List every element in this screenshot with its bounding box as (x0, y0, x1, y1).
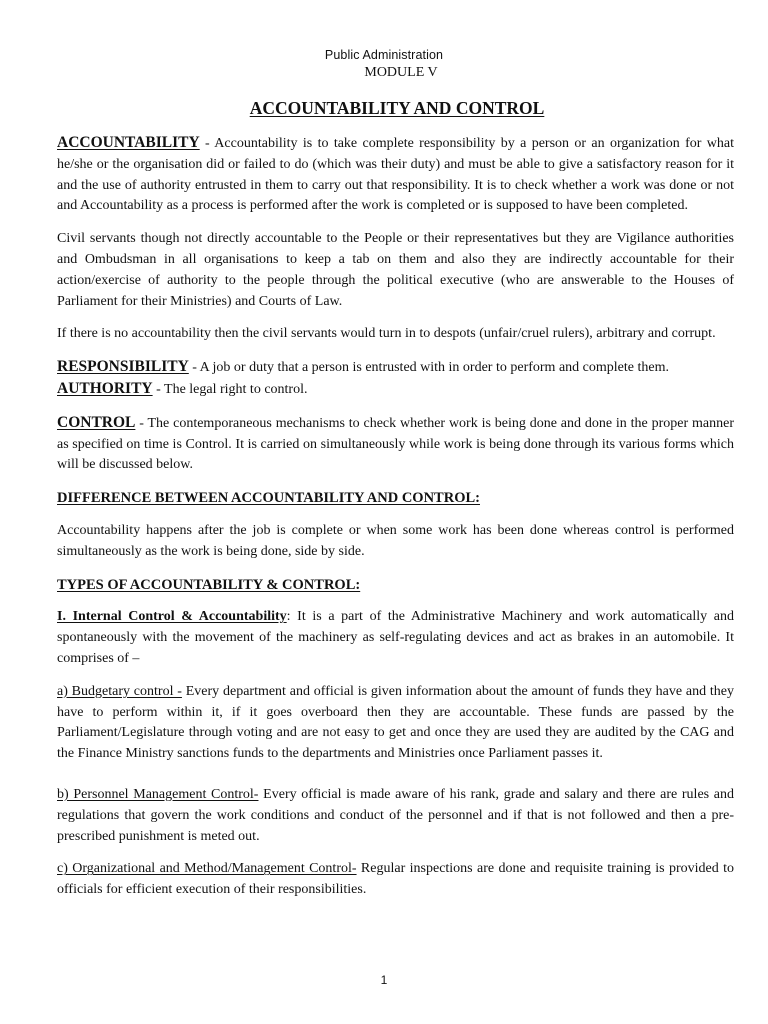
personnel-control-text: Every official is made aware of his rank, grade and salary and there are rules and regulations that govern the work conditions and conduct of the personnel and if that is not followed and then a pre-prescribed punishment is meted out. (57, 786, 735, 844)
personnel-control-item (57, 785, 734, 847)
course-header: Public Administration (324, 48, 444, 62)
no-accountability-paragraph: If there is no accountability then the civil servants would turn in to despots (unfair/cruel rulers), arbitrary and corrupt. (57, 326, 716, 342)
difference-paragraph: Accountability happens after the job is complete or when some work has been done whereas control is performed simultaneously as the work is being done, side by side. (57, 522, 734, 559)
civil-servants-paragraph: Civil servants though not directly accountable to the People or their representatives but they are Vigilance authorities and Ombudsman in all organisations to keep a tab on them and also they are indirectly accountable for their action/exercise of authority to the people through the political executive (who are answerable to the Houses of Parliament for their Ministries) and Courts of Law. (57, 231, 734, 309)
control-definition: - The contemporaneous mechanisms to check whether work is being done and done in the proper manner as specified on time is Control. It is carried on simultaneously while work is being done through its various forms which will be discussed below. (57, 415, 734, 473)
module-label: MODULE V (364, 65, 438, 80)
page-number: 1 (380, 973, 388, 987)
budgetary-control-text: Every department and official is given information about the amount of funds they have and they have to perform within it, if it goes overboard then they are accountable. These funds are passed by the Parliament/Legislature through voting and are not easy to get and once they are used they are audited by the CAG and the Finance Ministry sanctions funds to the departments and Ministries once Parliament passes it. (57, 683, 734, 762)
personnel-control-label: b) Personnel Management Control- (57, 786, 259, 802)
accountability-definition: - Accountability is to take complete responsibility by a person or an organization for what he/she or the organisation did or failed to do (which was their duty) and must be able to give a satisfactory reason for it and the use of authority entrusted in them to carry out that responsibility. It is to check whether a work was done or not and Accountability as a process is performed after the work is completed or is supposed to have been completed. (57, 136, 734, 214)
authority-paragraph (57, 379, 734, 401)
types-heading: TYPES OF ACCOUNTABILITY & CONTROL: (57, 576, 361, 593)
budgetary-control-label: a) Budgetary control - (57, 683, 182, 699)
budgetary-control-item (57, 682, 734, 765)
responsibility-definition: - A job or duty that a person is entrusted with in order to perform and complete them. (188, 360, 669, 376)
internal-control-title: I. Internal Control & Accountability (57, 609, 287, 625)
accountability-term: ACCOUNTABILITY (57, 134, 200, 151)
authority-definition: - The legal right to control. (152, 381, 308, 397)
internal-control-paragraph (57, 607, 734, 669)
internal-control-text: : It is a part of the Administrative Machinery and work automatically and spontaneously with the movement of the machinery as self-regulating devices and act as brakes in an automobile. It comprises of – (57, 609, 734, 666)
page-title-text: ACCOUNTABILITY AND CONTROL (249, 98, 545, 118)
page-title (0, 98, 768, 119)
document-body (57, 133, 734, 913)
organizational-control-text: Regular inspections are done and requisite training is provided to officials for efficient execution of their responsibilities. (57, 861, 734, 898)
responsibility-term: RESPONSIBILITY (57, 358, 189, 376)
difference-heading: DIFFERENCE BETWEEN ACCOUNTABILITY AND CONTROL: (57, 490, 480, 507)
organizational-control-label: c) Organizational and Method/Management Control- (57, 861, 357, 877)
control-term: CONTROL (57, 413, 136, 431)
responsibility-paragraph (57, 357, 734, 379)
accountability-paragraph (57, 133, 734, 217)
control-paragraph (57, 413, 734, 476)
authority-term: AUTHORITY (57, 379, 153, 397)
organizational-control-item (57, 859, 734, 901)
